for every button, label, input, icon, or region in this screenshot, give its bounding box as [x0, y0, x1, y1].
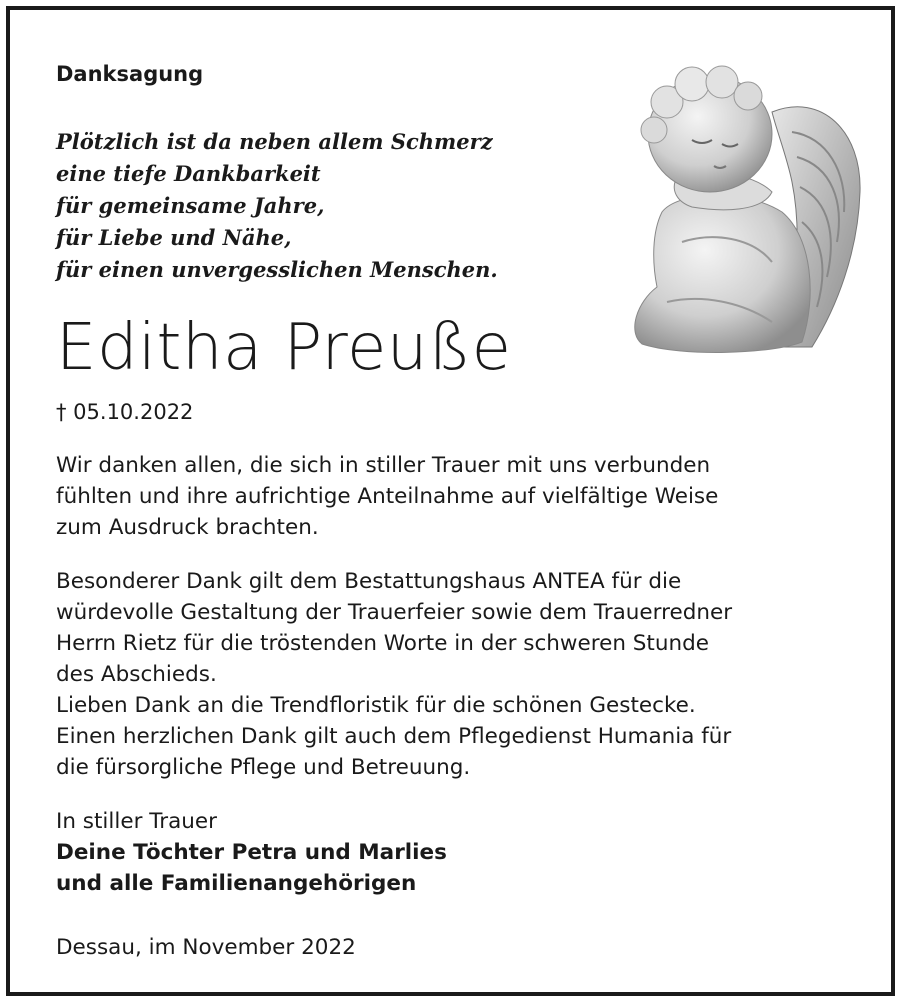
paragraph-line: zum Ausdruck brachten.	[56, 515, 319, 540]
poem-line: eine tiefe Dankbarkeit	[56, 161, 321, 186]
paragraph-line: des Abschieds.	[56, 662, 217, 687]
poem-line: für gemeinsame Jahre,	[56, 193, 325, 218]
death-date: † 05.10.2022	[56, 400, 194, 424]
closing-block	[56, 806, 447, 899]
thanks-paragraph	[56, 450, 856, 543]
notice-frame	[6, 6, 895, 996]
notice-heading: Danksagung	[56, 62, 204, 86]
poem	[56, 126, 498, 286]
deceased-name: Editha Preuße	[56, 311, 512, 385]
paragraph-line: die fürsorgliche Pflege und Betreuung.	[56, 755, 471, 780]
special-thanks-paragraph	[56, 566, 856, 783]
paragraph-line: Wir danken allen, die sich in stiller Trauer mit uns verbunden	[56, 453, 711, 478]
paragraph-line: Herrn Rietz für die tröstenden Worte in der schweren Stunde	[56, 631, 709, 656]
paragraph-line: würdevolle Gestaltung der Trauerfeier sowie dem Trauerredner	[56, 600, 733, 625]
place-date: Dessau, im November 2022	[56, 935, 356, 960]
paragraph-line: fühlten und ihre aufrichtige Anteilnahme auf vielfältige Weise	[56, 484, 719, 509]
poem-line: Plötzlich ist da neben allem Schmerz	[56, 129, 493, 154]
paragraph-line: Lieben Dank an die Trendfloristik für die schönen Gestecke.	[56, 693, 696, 718]
closing-intro: In stiller Trauer	[56, 809, 217, 834]
signatory-line: Deine Töchter Petra und Marlies	[56, 840, 447, 865]
paragraph-line: Einen herzlichen Dank gilt auch dem Pflegedienst Humania für	[56, 724, 732, 749]
poem-line: für Liebe und Nähe,	[56, 225, 292, 250]
paragraph-line: Besonderer Dank gilt dem Bestattungshaus ANTEA für die	[56, 569, 682, 594]
poem-line: für einen unvergesslichen Menschen.	[56, 257, 498, 282]
signatory-line: und alle Familienangehörigen	[56, 871, 417, 896]
angel-figurine-icon	[622, 62, 868, 362]
